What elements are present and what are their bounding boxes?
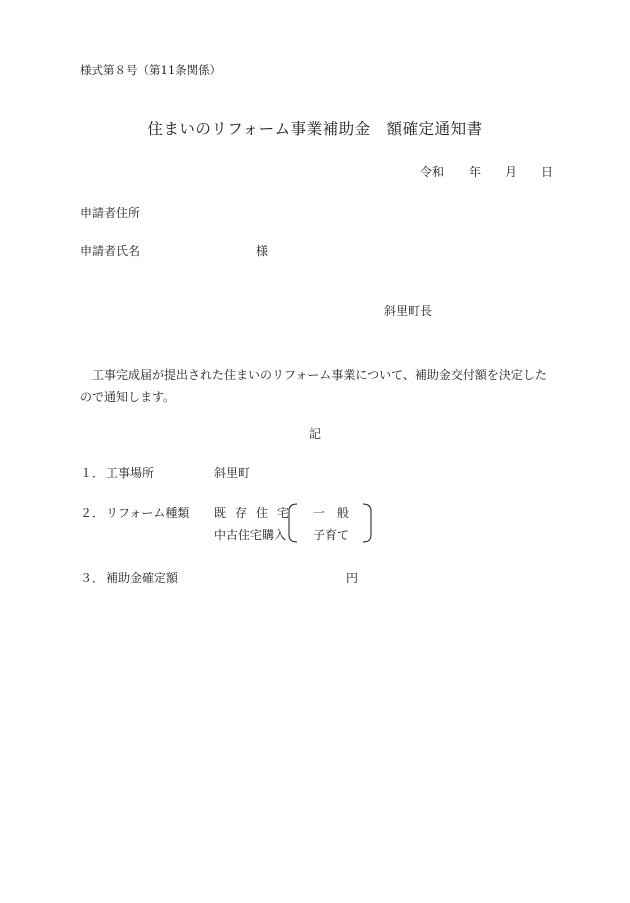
item-1-value: 斜里町 bbox=[214, 466, 251, 480]
date-year: 年 bbox=[469, 165, 482, 179]
date-month: 月 bbox=[505, 165, 518, 179]
left-bracket bbox=[287, 503, 299, 543]
applicant-address-label: 申請者住所 bbox=[80, 206, 141, 220]
date-era: 令和 bbox=[420, 165, 445, 179]
form-number: 様式第８号（第11条関係） bbox=[80, 63, 222, 77]
honorific: 様 bbox=[256, 244, 269, 258]
notice-body: 工事完成届が提出された住まいのリフォーム事業について、補助金交付額を決定したので通知します。 bbox=[80, 368, 547, 404]
right-bracket bbox=[361, 503, 373, 543]
item-3-label: 補助金確定額 bbox=[106, 571, 179, 585]
sub-option-general: 一般 bbox=[313, 506, 362, 520]
item-1-number: １． bbox=[80, 466, 105, 480]
option-used-house-purchase: 中古住宅購入 bbox=[214, 528, 287, 542]
issuer-name: 斜里町長 bbox=[384, 304, 433, 318]
ki-heading: 記 bbox=[308, 427, 321, 441]
item-2-number: ２． bbox=[80, 506, 105, 520]
date-day: 日 bbox=[541, 165, 554, 179]
item-2-label: リフォーム種類 bbox=[106, 506, 190, 520]
item-3-number: ３． bbox=[80, 571, 105, 585]
document-title: 住まいのリフォーム事業補助金 額確定通知書 bbox=[147, 120, 483, 138]
sub-option-child-rearing: 子育て bbox=[313, 528, 350, 542]
item-1-label: 工事場所 bbox=[106, 466, 155, 480]
applicant-name-label: 申請者氏名 bbox=[80, 244, 141, 258]
option-existing-house: 既存住宅 bbox=[214, 506, 299, 520]
item-3-unit: 円 bbox=[346, 571, 359, 585]
